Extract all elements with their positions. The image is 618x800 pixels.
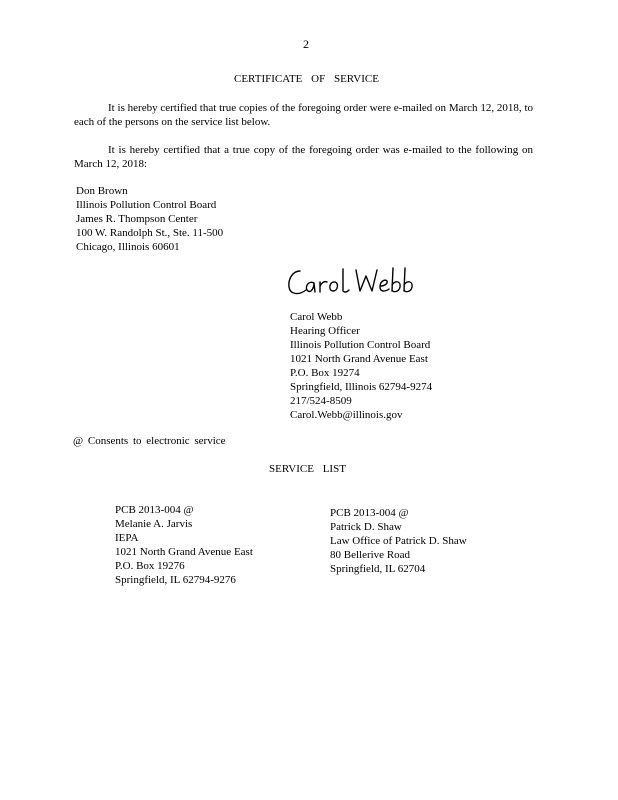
service-entry-line: 1021 North Grand Avenue East <box>115 546 253 558</box>
service-entry-line: P.O. Box 19276 <box>115 560 185 572</box>
service-entry-line: Melanie A. Jarvis <box>115 518 193 530</box>
certificate-title: CERTIFICATE OF SERVICE <box>234 73 379 85</box>
recipient-line: Chicago, Illinois 60601 <box>76 241 180 253</box>
signer-line: Carol Webb <box>290 311 343 323</box>
signer-line: 217/524-8509 <box>290 395 352 407</box>
handwritten-signature <box>286 262 416 302</box>
service-entry-line: Law Office of Patrick D. Shaw <box>330 535 467 547</box>
signer-line: Illinois Pollution Control Board <box>290 339 431 351</box>
recipient-line: Don Brown <box>76 185 128 197</box>
recipient-address-block <box>76 184 223 254</box>
consent-note: @ Consents to electronic service <box>73 435 226 447</box>
recipient-line: Illinois Pollution Control Board <box>76 199 217 211</box>
page-number: 2 <box>303 37 309 51</box>
service-entry-line: PCB 2013-004 @ <box>115 504 194 516</box>
service-entry-line: IEPA <box>115 532 139 544</box>
service-entry-line: Patrick D. Shaw <box>330 521 402 533</box>
recipient-line: James R. Thompson Center <box>76 213 198 225</box>
service-entry-line: PCB 2013-004 @ <box>330 507 409 519</box>
service-entry-line: 80 Bellerive Road <box>330 549 411 561</box>
signer-line: P.O. Box 19274 <box>290 367 360 379</box>
signer-line: Springfield, Illinois 62794-9274 <box>290 381 433 393</box>
service-entry-line: Springfield, IL 62704 <box>330 563 426 575</box>
recipient-line: 100 W. Randolph St., Ste. 11-500 <box>76 227 224 239</box>
service-list-right-entry <box>330 506 467 576</box>
signer-line: Hearing Officer <box>290 325 360 337</box>
service-list-left-entry <box>115 503 253 587</box>
signer-line: 1021 North Grand Avenue East <box>290 353 428 365</box>
signer-address-block <box>290 310 432 422</box>
service-list-title: SERVICE LIST <box>269 463 346 475</box>
service-entry-line: Springfield, IL 62794-9276 <box>115 574 236 586</box>
certification-paragraph-2: It is hereby certified that a true copy of the foregoing order was e-mailed to the following on March 12, 2018: <box>74 144 533 170</box>
signer-email: Carol.Webb@illinois.gov <box>290 409 403 421</box>
certification-paragraph-1: It is hereby certified that true copies of the foregoing order were e-mailed on March 12, 2018, to each of the persons on the service list below. <box>74 102 533 128</box>
